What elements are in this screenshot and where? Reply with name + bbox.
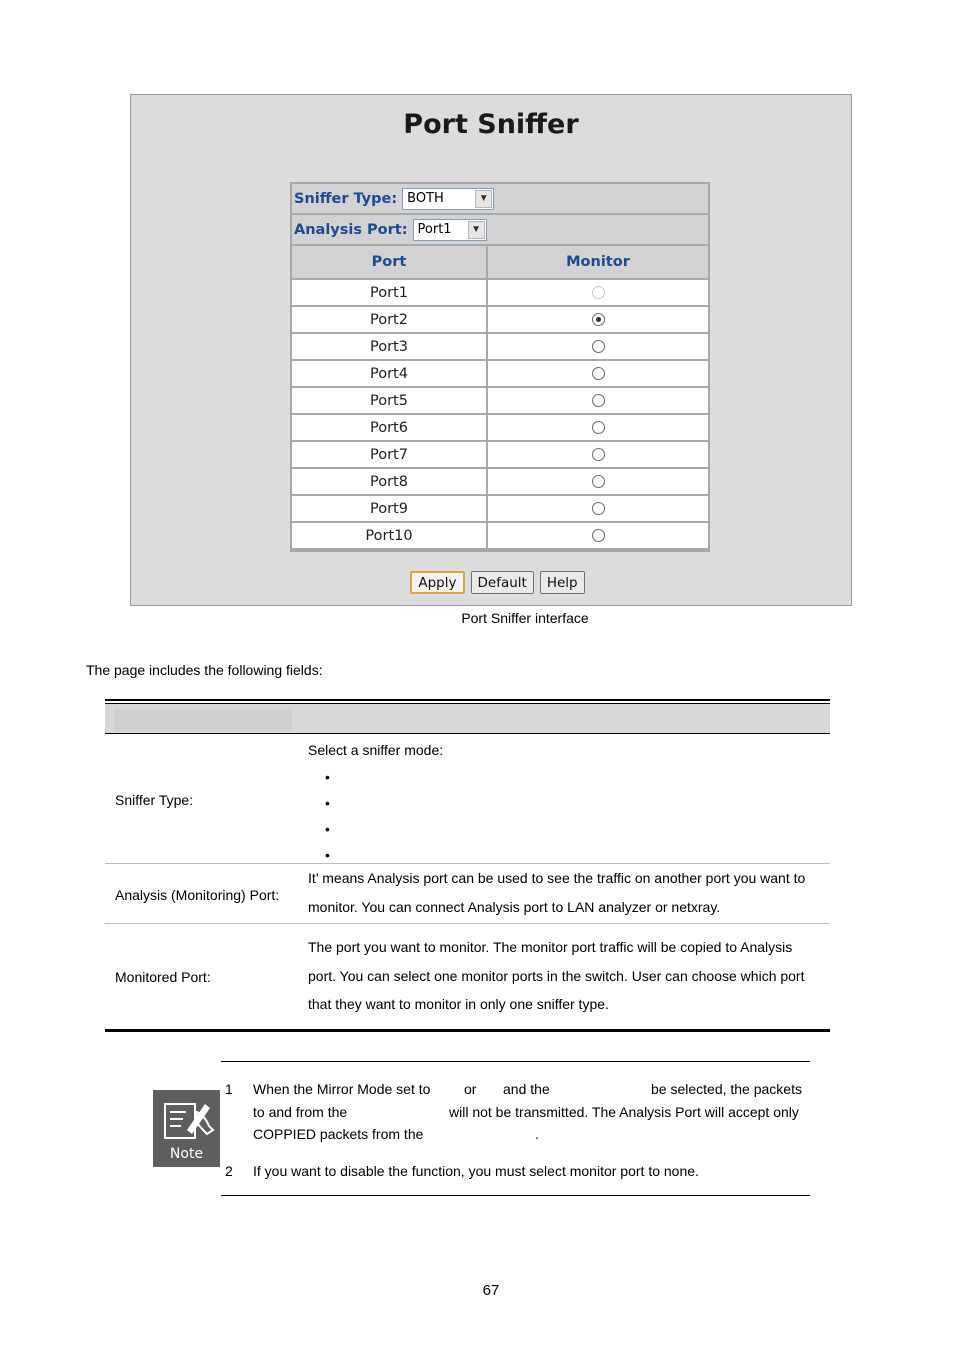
monitor-cell [487,495,708,522]
monitor-radio[interactable] [592,340,605,353]
monitor-cell [487,414,708,441]
note-text-fragment: will not be transmitted. The Analysis Port will accept only [449,1103,799,1120]
port-row [292,360,708,387]
note-pencil-icon [153,1090,220,1150]
port-name: Port6 [292,414,487,441]
monitor-radio[interactable] [592,448,605,461]
apply-button[interactable]: Apply [410,571,464,594]
note-text-fragment: . [535,1126,539,1142]
note-text-fragment: be selected, the packets [651,1081,802,1097]
port-row [292,306,708,333]
note-bottom-rule [221,1195,810,1196]
field-description-line: monitor. You can connect Analysis port to LAN analyzer or netxray. [308,898,721,915]
monitor-radio[interactable] [592,529,605,542]
list-item [308,765,824,791]
sniffer-config-table [290,182,710,552]
analysis-port-row [292,215,708,246]
port-name: Port10 [292,522,487,549]
port-row [292,387,708,414]
field-row-monitored-port [105,924,830,1028]
action-buttons [131,571,851,594]
port-row [292,333,708,360]
monitor-cell [487,279,708,306]
field-row-sniffer-type [105,734,830,864]
note-text [253,1078,813,1146]
field-description [308,736,824,869]
field-description [308,864,824,921]
sniffer-type-label: Sniffer Type: [294,190,398,207]
monitor-radio[interactable] [592,367,605,380]
port-name: Port9 [292,495,487,522]
note-text-fragment: and the [503,1081,550,1097]
port-name: Port1 [292,279,487,306]
monitor-cell [487,387,708,414]
table-top-rule [105,699,830,701]
note-text-fragment: or [464,1081,477,1097]
field-label: Monitored Port: [115,969,211,985]
note-number: 2 [225,1163,233,1179]
monitor-column-header: Monitor [487,246,708,279]
field-description-line: port. You can select one monitor ports in the switch. User can choose which port [308,967,805,984]
port-name: Port4 [292,360,487,387]
port-row [292,468,708,495]
port-column-header: Port [292,246,487,279]
analysis-port-label: Analysis Port: [294,221,408,238]
port-row [292,414,708,441]
note-text-fragment: to and from the [253,1103,348,1120]
chevron-down-icon[interactable]: ▼ [468,221,485,239]
page-number: 67 [482,1282,500,1299]
monitor-cell [487,333,708,360]
field-description-line: that they want to monitor in only one sniffer type. [308,996,609,1012]
port-monitor-table [292,246,708,550]
note-top-rule [221,1061,810,1062]
note-text: If you want to disable the function, you must select monitor port to none. [253,1163,699,1179]
field-description-line: The port you want to monitor. The monitor port traffic will be copied to Analysis [308,939,793,955]
fields-table-header [105,703,830,734]
note-text-fragment: When the Mirror Mode set to [253,1081,431,1097]
field-description [308,933,824,1019]
port-sniffer-panel [130,94,852,606]
port-name: Port7 [292,441,487,468]
field-row-analysis-port [105,864,830,924]
note-number: 1 [225,1081,233,1097]
sniffer-type-value: BOTH [407,191,444,206]
fields-table [105,699,830,1032]
field-label: Analysis (Monitoring) Port: [115,887,280,903]
port-name: Port8 [292,468,487,495]
page-title: Port Sniffer [403,109,579,140]
monitor-radio [592,286,605,299]
monitor-radio[interactable] [592,421,605,434]
port-name: Port5 [292,387,487,414]
monitor-cell [487,522,708,549]
note-text-fragment: COPPIED packets from the [253,1126,424,1142]
port-name: Port2 [292,306,487,333]
chevron-down-icon[interactable]: ▼ [475,190,492,208]
header-cell [114,709,292,731]
intro-text: The page includes the following fields: [86,662,323,678]
table-bottom-rule [105,1029,830,1032]
field-description-text: Select a sniffer mode: [308,742,444,758]
sniffer-mode-list [308,765,824,869]
monitor-radio[interactable] [592,502,605,515]
note-icon [153,1090,220,1167]
default-button[interactable]: Default [471,571,534,594]
help-button[interactable]: Help [540,571,585,594]
analysis-port-value: Port1 [417,222,452,237]
monitor-cell [487,468,708,495]
monitor-cell [487,306,708,333]
monitor-cell [487,360,708,387]
sniffer-type-select[interactable] [402,188,494,210]
sniffer-type-row [292,184,708,215]
port-row [292,522,708,549]
monitor-cell [487,441,708,468]
port-row [292,279,708,306]
analysis-port-select[interactable] [413,219,487,241]
field-description-line: It’ means Analysis port can be used to see the traffic on another port you want to [308,870,806,886]
list-item [308,817,824,843]
monitor-radio[interactable] [592,313,605,326]
field-label: Sniffer Type: [115,792,194,808]
monitor-radio[interactable] [592,475,605,488]
port-row [292,441,708,468]
note-icon-label: Note [169,1146,204,1162]
list-item [308,791,824,817]
figure-caption: Port Sniffer interface [461,610,589,626]
port-name: Port3 [292,333,487,360]
port-row [292,495,708,522]
monitor-radio[interactable] [592,394,605,407]
